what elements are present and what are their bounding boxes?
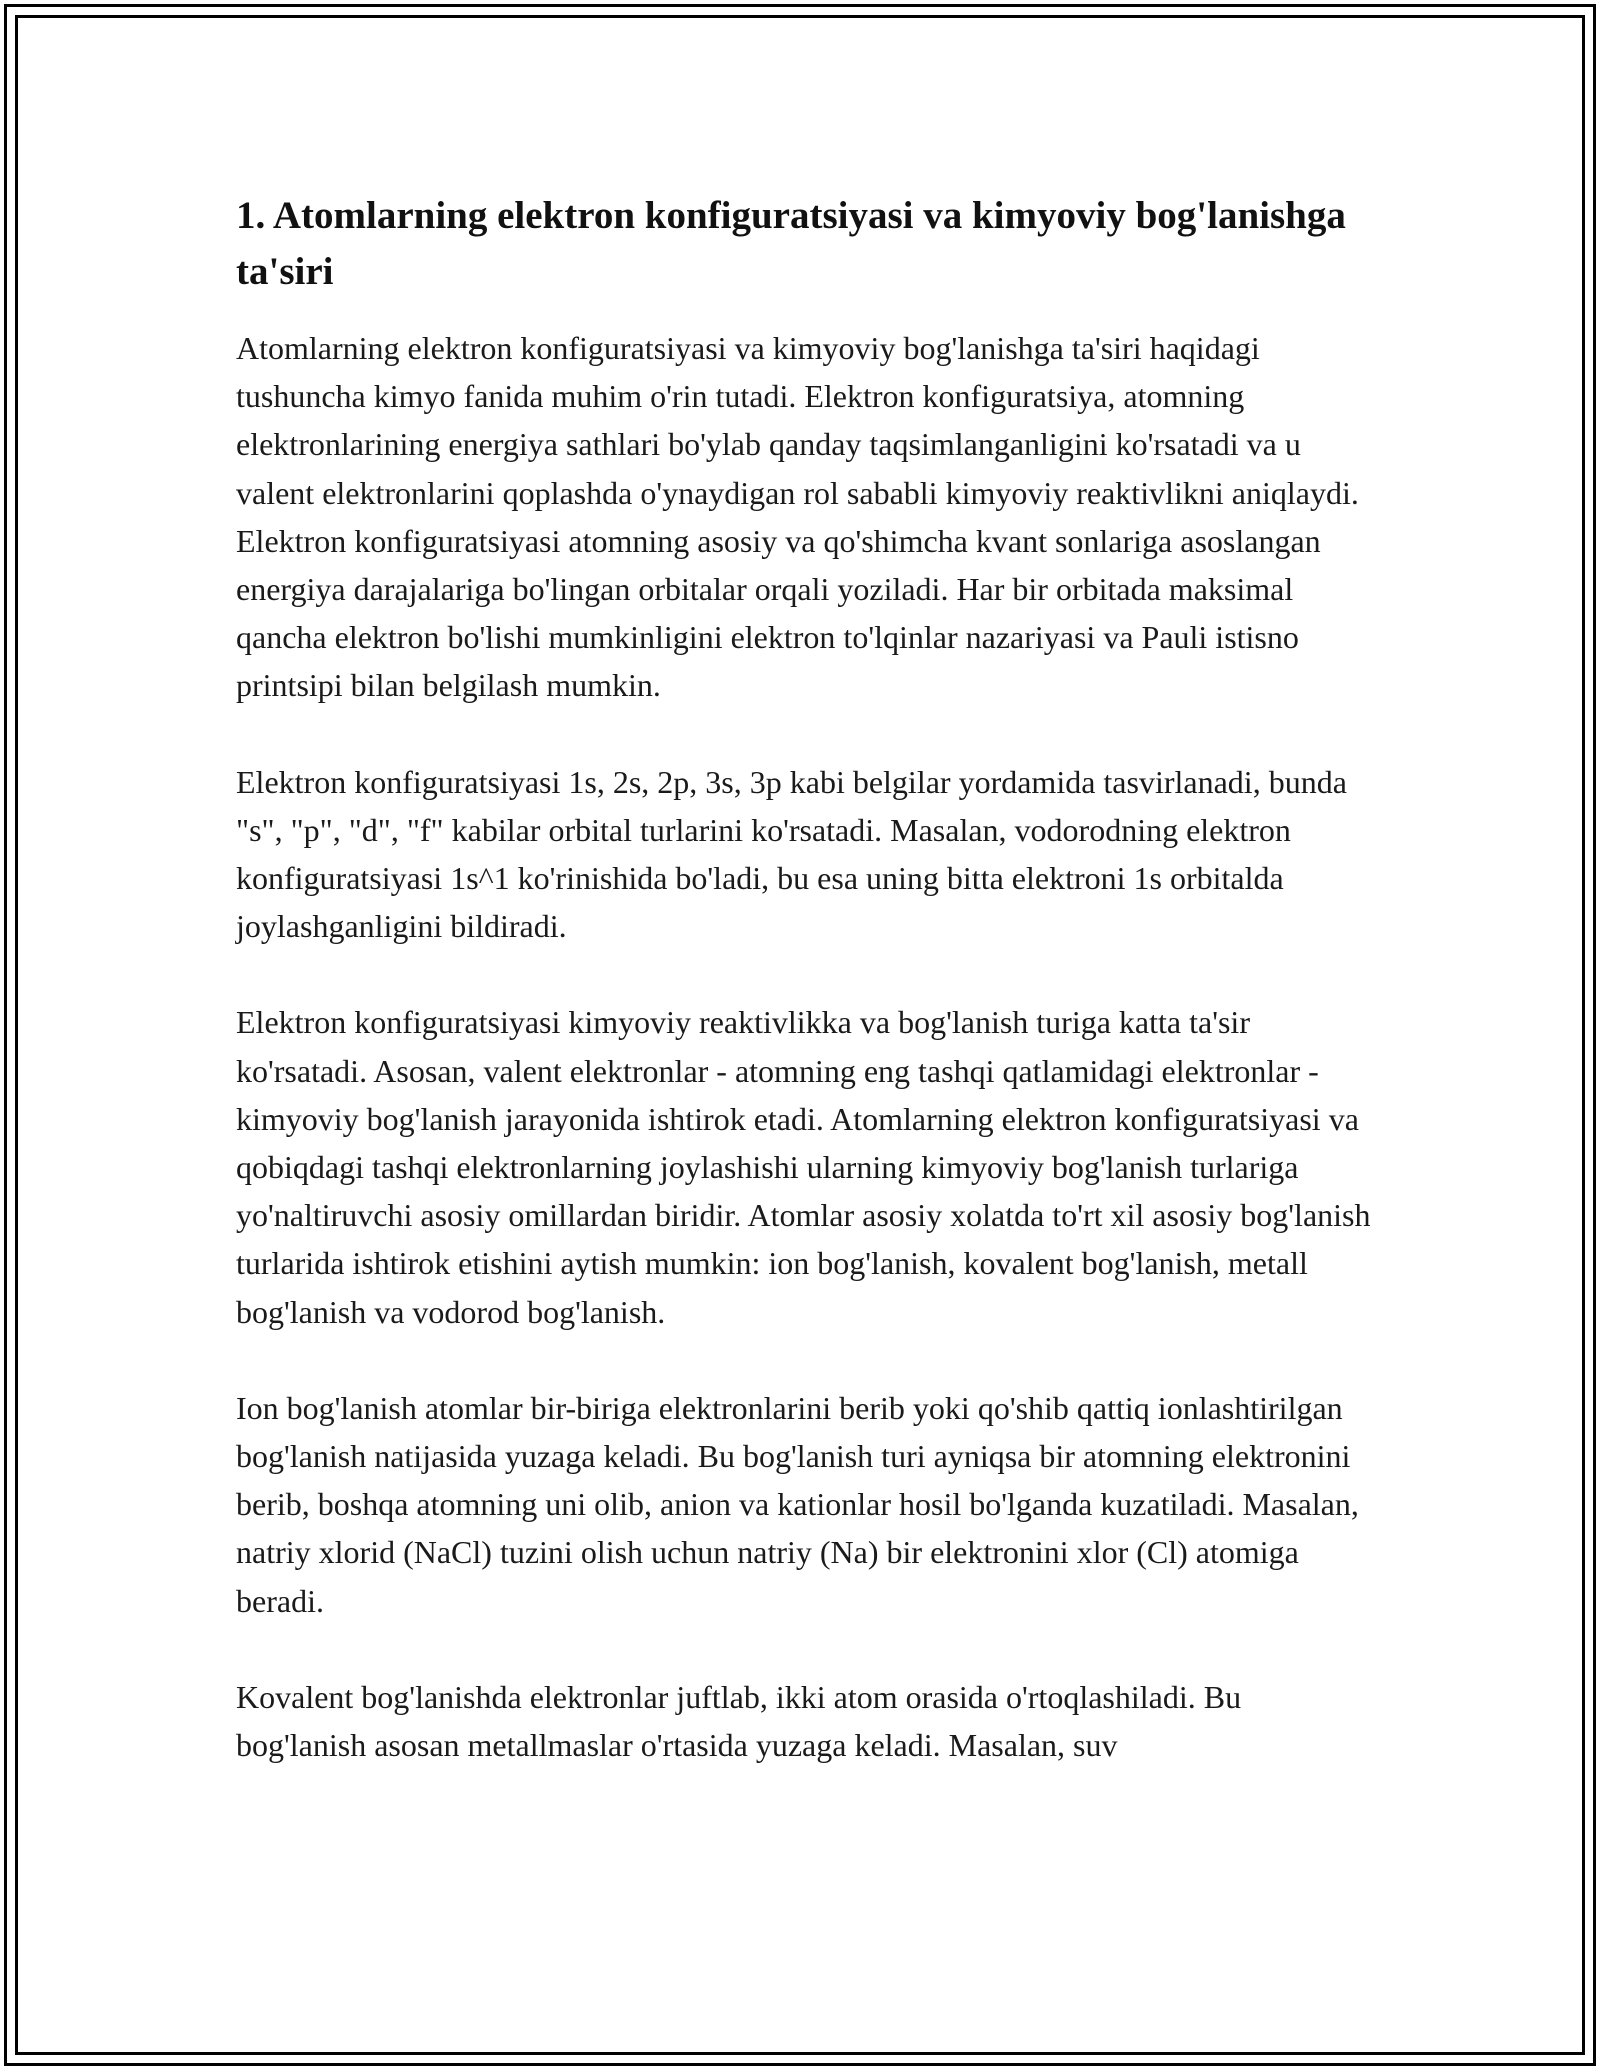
paragraph-ionic-bond: Ion bog'lanish atomlar bir-biriga elektronlarini berib yoki qo'shib qattiq ionlashtirilgan bog'lanish natijasida yuzaga keladi. Bu bog'lanish turi ayniqsa bir atomning elektronini berib, boshqa atomning uni olib, anion va kationlar hosil bo'lganda kuzatiladi. Masalan, natriy xlorid (NaCl) tuzini olish uchun natriy (Na) bir elektronini xlor (Cl) atomiga beradi. bbox=[236, 1389, 1359, 1619]
paragraph-notation: Elektron konfiguratsiyasi 1s, 2s, 2p, 3s, 3p kabi belgilar yordamida tasvirlanadi, bunda "s", "p", "d", "f" kabilar orbital turlarini ko'rsatadi. Masalan, vodorodning elektron konfiguratsiyasi 1s^1 ko'rinishida bo'ladi, bu esa uning bitta elektroni 1s orbitalda joylashganligini bildiradi. bbox=[236, 763, 1347, 945]
paragraph-reactivity: Elektron konfiguratsiyasi kimyoviy reaktivlikka va bog'lanish turiga katta ta'sir ko'rsatadi. Asosan, valent elektronlar - atomning eng tashqi qatlamidagi elektronlar - kimyoviy bog'lanish jarayonida ishtirok etadi. Atomlarning elektron konfiguratsiyasi va qobiqdagi tashqi elektronlarning joylashishi ularning kimyoviy bog'lanish turlariga yo'naltiruvchi asosiy omillardan biridir. Atomlar asosiy xolatda to'rt xil asosiy bog'lanish turlarida ishtirok etishini aytish mumkin: ion bog'lanish, kovalent bog'lanish, metall bog'lanish va vodorod bog'lanish. bbox=[236, 1004, 1371, 1330]
document-body bbox=[236, 188, 1376, 1769]
paragraph-intro: Atomlarning elektron konfiguratsiyasi va kimyoviy bog'lanishga ta'siri haqidagi tushuncha kimyo fanida muhim o'rin tutadi. Elektron konfiguratsiya, atomning elektronlarining energiya sathlari bo'ylab qanday taqsimlanganligini ko'rsatadi va u valent elektronlarini qoplashda o'ynaydigan rol sababli kimyoviy reaktivlikni aniqlaydi. Elektron konfiguratsiyasi atomning asosiy va qo'shimcha kvant sonlariga asoslangan energiya darajalariga bo'lingan orbitalar orqali yoziladi. Har bir orbitada maksimal qancha elektron bo'lishi mumkinligini elektron to'lqinlar nazariyasi va Pauli istisno printsipi bilan belgilash mumkin. bbox=[236, 330, 1359, 704]
paragraph-covalent-bond: Kovalent bog'lanishda elektronlar juftlab, ikki atom orasida o'rtoqlashiladi. Bu bog'lanish asosan metallmaslar o'rtasida yuzaga keladi. Masalan, suv bbox=[236, 1678, 1242, 1764]
section-heading: 1. Atomlarning elektron konfiguratsiyasi va kimyoviy bog'lanishga ta'siri bbox=[236, 194, 1346, 293]
